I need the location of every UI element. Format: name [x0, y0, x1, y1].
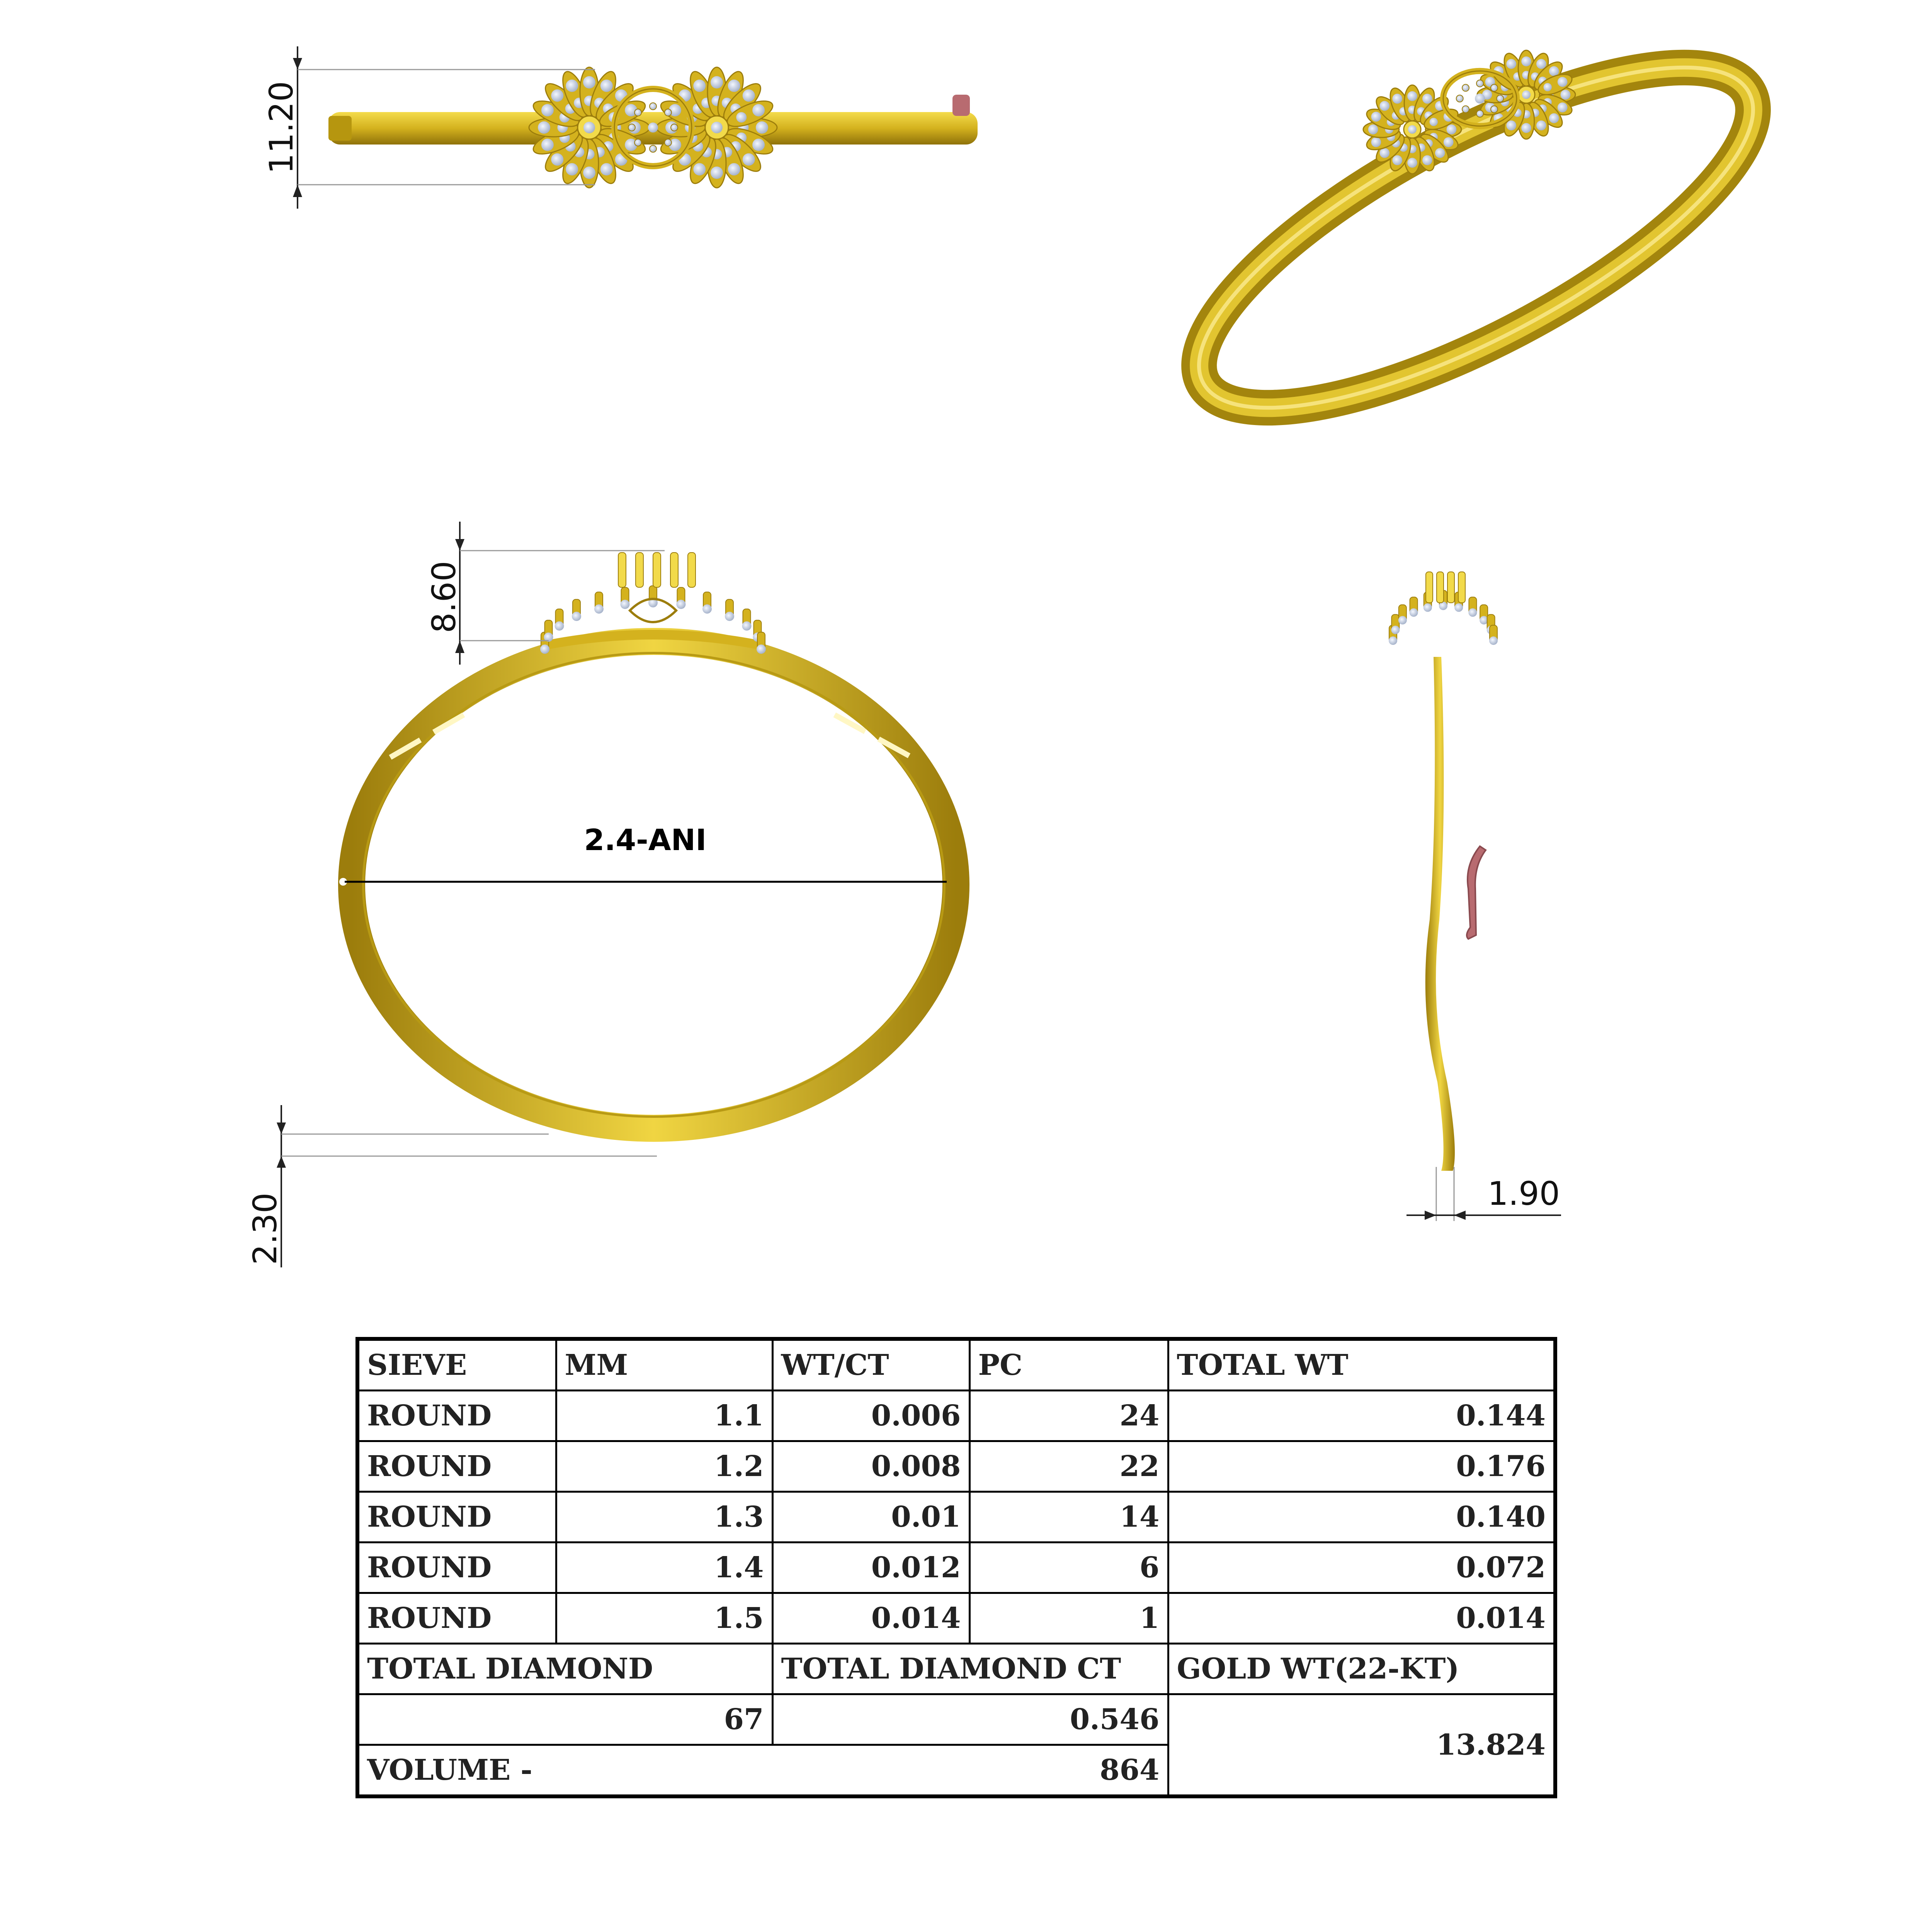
- diamond-stone: [1468, 608, 1477, 617]
- diamond-stone: [1407, 91, 1417, 101]
- diamond-stone: [1491, 106, 1498, 113]
- diamond-stone: [1476, 80, 1483, 87]
- diamond-stone: [1561, 90, 1571, 100]
- diamond-stone: [1558, 102, 1568, 112]
- diamond-stone: [1521, 123, 1531, 133]
- diamond-stone: [711, 76, 723, 88]
- prong: [670, 553, 678, 587]
- diamond-stone: [725, 612, 734, 621]
- diamond-stone: [1410, 608, 1418, 617]
- arrow-icon: [277, 1122, 286, 1134]
- diamond-stone: [1522, 90, 1531, 99]
- cell-sieve: ROUND: [357, 1391, 556, 1441]
- side-view: [1389, 572, 1498, 1171]
- diamond-stone: [693, 163, 706, 175]
- top-view-clasp: [952, 95, 970, 116]
- prong: [618, 553, 626, 587]
- diamond-stone: [1379, 148, 1389, 158]
- diamond-stone: [1497, 95, 1503, 102]
- front-band: [352, 641, 956, 1128]
- cell-pc: 6: [969, 1543, 1168, 1593]
- size-label: 2.4-ANI: [584, 823, 707, 857]
- diamond-stone: [752, 104, 765, 116]
- cell-total-wt: 0.176: [1168, 1441, 1555, 1492]
- cell-mm: 1.4: [556, 1543, 772, 1593]
- diamond-stone: [538, 121, 550, 134]
- diamond-stone: [1521, 56, 1531, 66]
- diamond-stone: [1491, 84, 1498, 91]
- arrow-icon: [293, 58, 302, 70]
- diamond-stone: [671, 124, 678, 131]
- total-diamond-ct-label: TOTAL DIAMOND CT: [772, 1644, 1168, 1694]
- arrow-icon: [277, 1156, 286, 1168]
- diamond-stone: [1379, 101, 1389, 111]
- diamond-stone: [665, 139, 672, 146]
- cell-mm: 1.3: [556, 1492, 772, 1543]
- diamond-stone: [1422, 94, 1432, 104]
- diamond-stone: [594, 604, 604, 614]
- header-sieve: SIEVE: [357, 1339, 556, 1391]
- diamond-stone: [1371, 137, 1381, 147]
- summary-values-row: [357, 1694, 1555, 1745]
- diamond-stone: [1462, 84, 1469, 91]
- cell-mm: 1.1: [556, 1391, 772, 1441]
- cell-pc: 1: [969, 1593, 1168, 1644]
- diamond-stone: [1536, 121, 1546, 131]
- dimension-label: 2.30: [246, 1192, 284, 1265]
- diamond-stone: [551, 153, 563, 166]
- diamond-stone: [1475, 94, 1485, 104]
- side-band: [1425, 657, 1455, 1171]
- cell-wt-ct: 0.008: [772, 1441, 969, 1492]
- side-view-motif: [1389, 572, 1498, 645]
- diamond-stone: [743, 89, 755, 102]
- top-view: [328, 67, 978, 188]
- cell-wt-ct: 0.014: [772, 1593, 969, 1644]
- diamond-stone: [540, 645, 549, 654]
- diamond-stone: [1549, 113, 1559, 123]
- volume-label: VOLUME -: [357, 1745, 772, 1797]
- diamond-stone: [711, 122, 723, 133]
- diamond-stone: [728, 163, 740, 175]
- diamond-stone: [1398, 616, 1407, 624]
- total-diamond-value: 67: [357, 1694, 772, 1745]
- diamond-stone: [621, 600, 630, 609]
- diamond-stone: [1408, 125, 1417, 134]
- diamond-stone: [1454, 603, 1463, 612]
- diamond-stone: [728, 80, 740, 92]
- diamond-stone: [583, 76, 595, 88]
- diamond-stone: [711, 167, 723, 179]
- diamond-stone: [648, 122, 658, 133]
- diamond-stone: [551, 89, 563, 102]
- cell-sieve: ROUND: [357, 1441, 556, 1492]
- total-diamond-ct-value: 0.546: [772, 1694, 1168, 1745]
- diamond-stone: [736, 112, 747, 122]
- header-total-wt: TOTAL WT: [1168, 1339, 1555, 1391]
- diamond-stone: [583, 122, 595, 133]
- diamond-stone: [743, 153, 755, 166]
- arrow-icon: [455, 641, 464, 653]
- header-wt-ct: WT/CT: [772, 1339, 969, 1391]
- diamond-stone: [1392, 155, 1402, 165]
- prong: [688, 553, 696, 587]
- diamond-stone: [1549, 66, 1559, 76]
- cell-wt-ct: 0.006: [772, 1391, 969, 1441]
- diamond-stone: [1476, 110, 1483, 117]
- total-diamond-label: TOTAL DIAMOND: [357, 1644, 772, 1694]
- diamond-spec-table: [355, 1337, 1557, 1798]
- prong: [1447, 572, 1454, 603]
- diamond-stone: [600, 80, 613, 92]
- header-pc: PC: [969, 1339, 1168, 1391]
- side-clasp: [1467, 846, 1486, 939]
- diamond-stone: [1506, 59, 1516, 69]
- diamond-stone: [752, 139, 765, 151]
- perspective-view: [1156, 4, 1796, 471]
- diamond-stone: [676, 600, 685, 609]
- diamond-stone: [628, 124, 635, 131]
- diamond-stone: [1391, 626, 1400, 634]
- cell-total-wt: 0.072: [1168, 1543, 1555, 1593]
- cell-mm: 1.5: [556, 1593, 772, 1644]
- diamond-stone: [1407, 158, 1417, 168]
- dimension-label: 1.90: [1488, 1175, 1560, 1213]
- table-header-row: [357, 1339, 1555, 1391]
- gold-wt-value: 13.824: [1168, 1694, 1555, 1797]
- diamond-stone: [1489, 636, 1498, 645]
- diamond-stone: [566, 80, 578, 92]
- arrow-icon: [293, 185, 302, 197]
- table-row: [357, 1391, 1555, 1441]
- table-row: [357, 1543, 1555, 1593]
- cell-pc: 14: [969, 1492, 1168, 1543]
- cell-mm: 1.2: [556, 1441, 772, 1492]
- diamond-stone: [1423, 603, 1432, 612]
- diamond-stone: [1389, 636, 1397, 645]
- front-view-motif: [540, 553, 766, 654]
- diamond-stone: [1558, 77, 1568, 87]
- prong: [1426, 572, 1433, 603]
- diamond-stone: [541, 104, 554, 116]
- diamond-stone: [1392, 94, 1402, 104]
- top-view-band-end: [328, 116, 352, 141]
- diamond-stone: [756, 121, 768, 134]
- diamond-stone: [1444, 137, 1454, 147]
- prong: [636, 553, 643, 587]
- diamond-stone: [757, 645, 766, 654]
- cell-total-wt: 0.140: [1168, 1492, 1555, 1543]
- diamond-stone: [1368, 124, 1378, 134]
- diamond-stone: [1506, 121, 1516, 131]
- diamond-stone: [665, 109, 672, 116]
- cell-total-wt: 0.144: [1168, 1391, 1555, 1441]
- prong: [1437, 572, 1444, 603]
- front-view: [339, 553, 956, 1128]
- diamond-stone: [650, 103, 656, 110]
- arrow-icon: [1425, 1211, 1436, 1220]
- diamond-stone: [600, 163, 613, 175]
- table-row: [357, 1492, 1555, 1543]
- arrow-icon: [1454, 1211, 1466, 1220]
- cell-sieve: ROUND: [357, 1593, 556, 1644]
- arrow-icon: [455, 539, 464, 551]
- table-row: [357, 1593, 1555, 1644]
- prong: [653, 553, 661, 587]
- prong: [1458, 572, 1465, 603]
- diamond-stone: [541, 139, 554, 151]
- diamond-stone: [1422, 155, 1432, 165]
- dimension-label: 11.20: [262, 81, 300, 174]
- top-view-motif: [529, 67, 777, 188]
- diamond-stone: [583, 167, 595, 179]
- diamond-stone: [1371, 112, 1381, 122]
- diamond-stone: [702, 604, 712, 614]
- diamond-stone: [693, 80, 706, 92]
- diamond-stone: [572, 612, 581, 621]
- diamond-stone: [650, 145, 656, 152]
- diamond-stone: [1435, 148, 1445, 158]
- cell-pc: 24: [969, 1391, 1168, 1441]
- diamond-stone: [1536, 59, 1546, 69]
- diamond-stone: [1544, 83, 1552, 91]
- diamond-stone: [742, 621, 751, 631]
- cell-sieve: ROUND: [357, 1543, 556, 1593]
- diamond-stone: [1430, 118, 1438, 126]
- cell-wt-ct: 0.01: [772, 1492, 969, 1543]
- cell-pc: 22: [969, 1441, 1168, 1492]
- dimension-label: 8.60: [425, 561, 463, 633]
- diamond-stone: [566, 163, 578, 175]
- diamond-stone: [634, 139, 641, 146]
- header-mm: MM: [556, 1339, 772, 1391]
- diamond-stone: [1447, 124, 1457, 134]
- dimension-side-width: [1406, 1167, 1561, 1221]
- gold-wt-label: GOLD WT(22-KT): [1168, 1644, 1555, 1694]
- diamond-stone: [634, 109, 641, 116]
- cell-sieve: ROUND: [357, 1492, 556, 1543]
- volume-value: 864: [772, 1745, 1168, 1797]
- summary-labels-row: [357, 1644, 1555, 1694]
- cell-wt-ct: 0.012: [772, 1543, 969, 1593]
- diamond-stone: [1462, 106, 1469, 113]
- cell-total-wt: 0.014: [1168, 1593, 1555, 1644]
- table-row: [357, 1441, 1555, 1492]
- diamond-stone: [1456, 95, 1463, 102]
- diamond-stone: [555, 621, 564, 631]
